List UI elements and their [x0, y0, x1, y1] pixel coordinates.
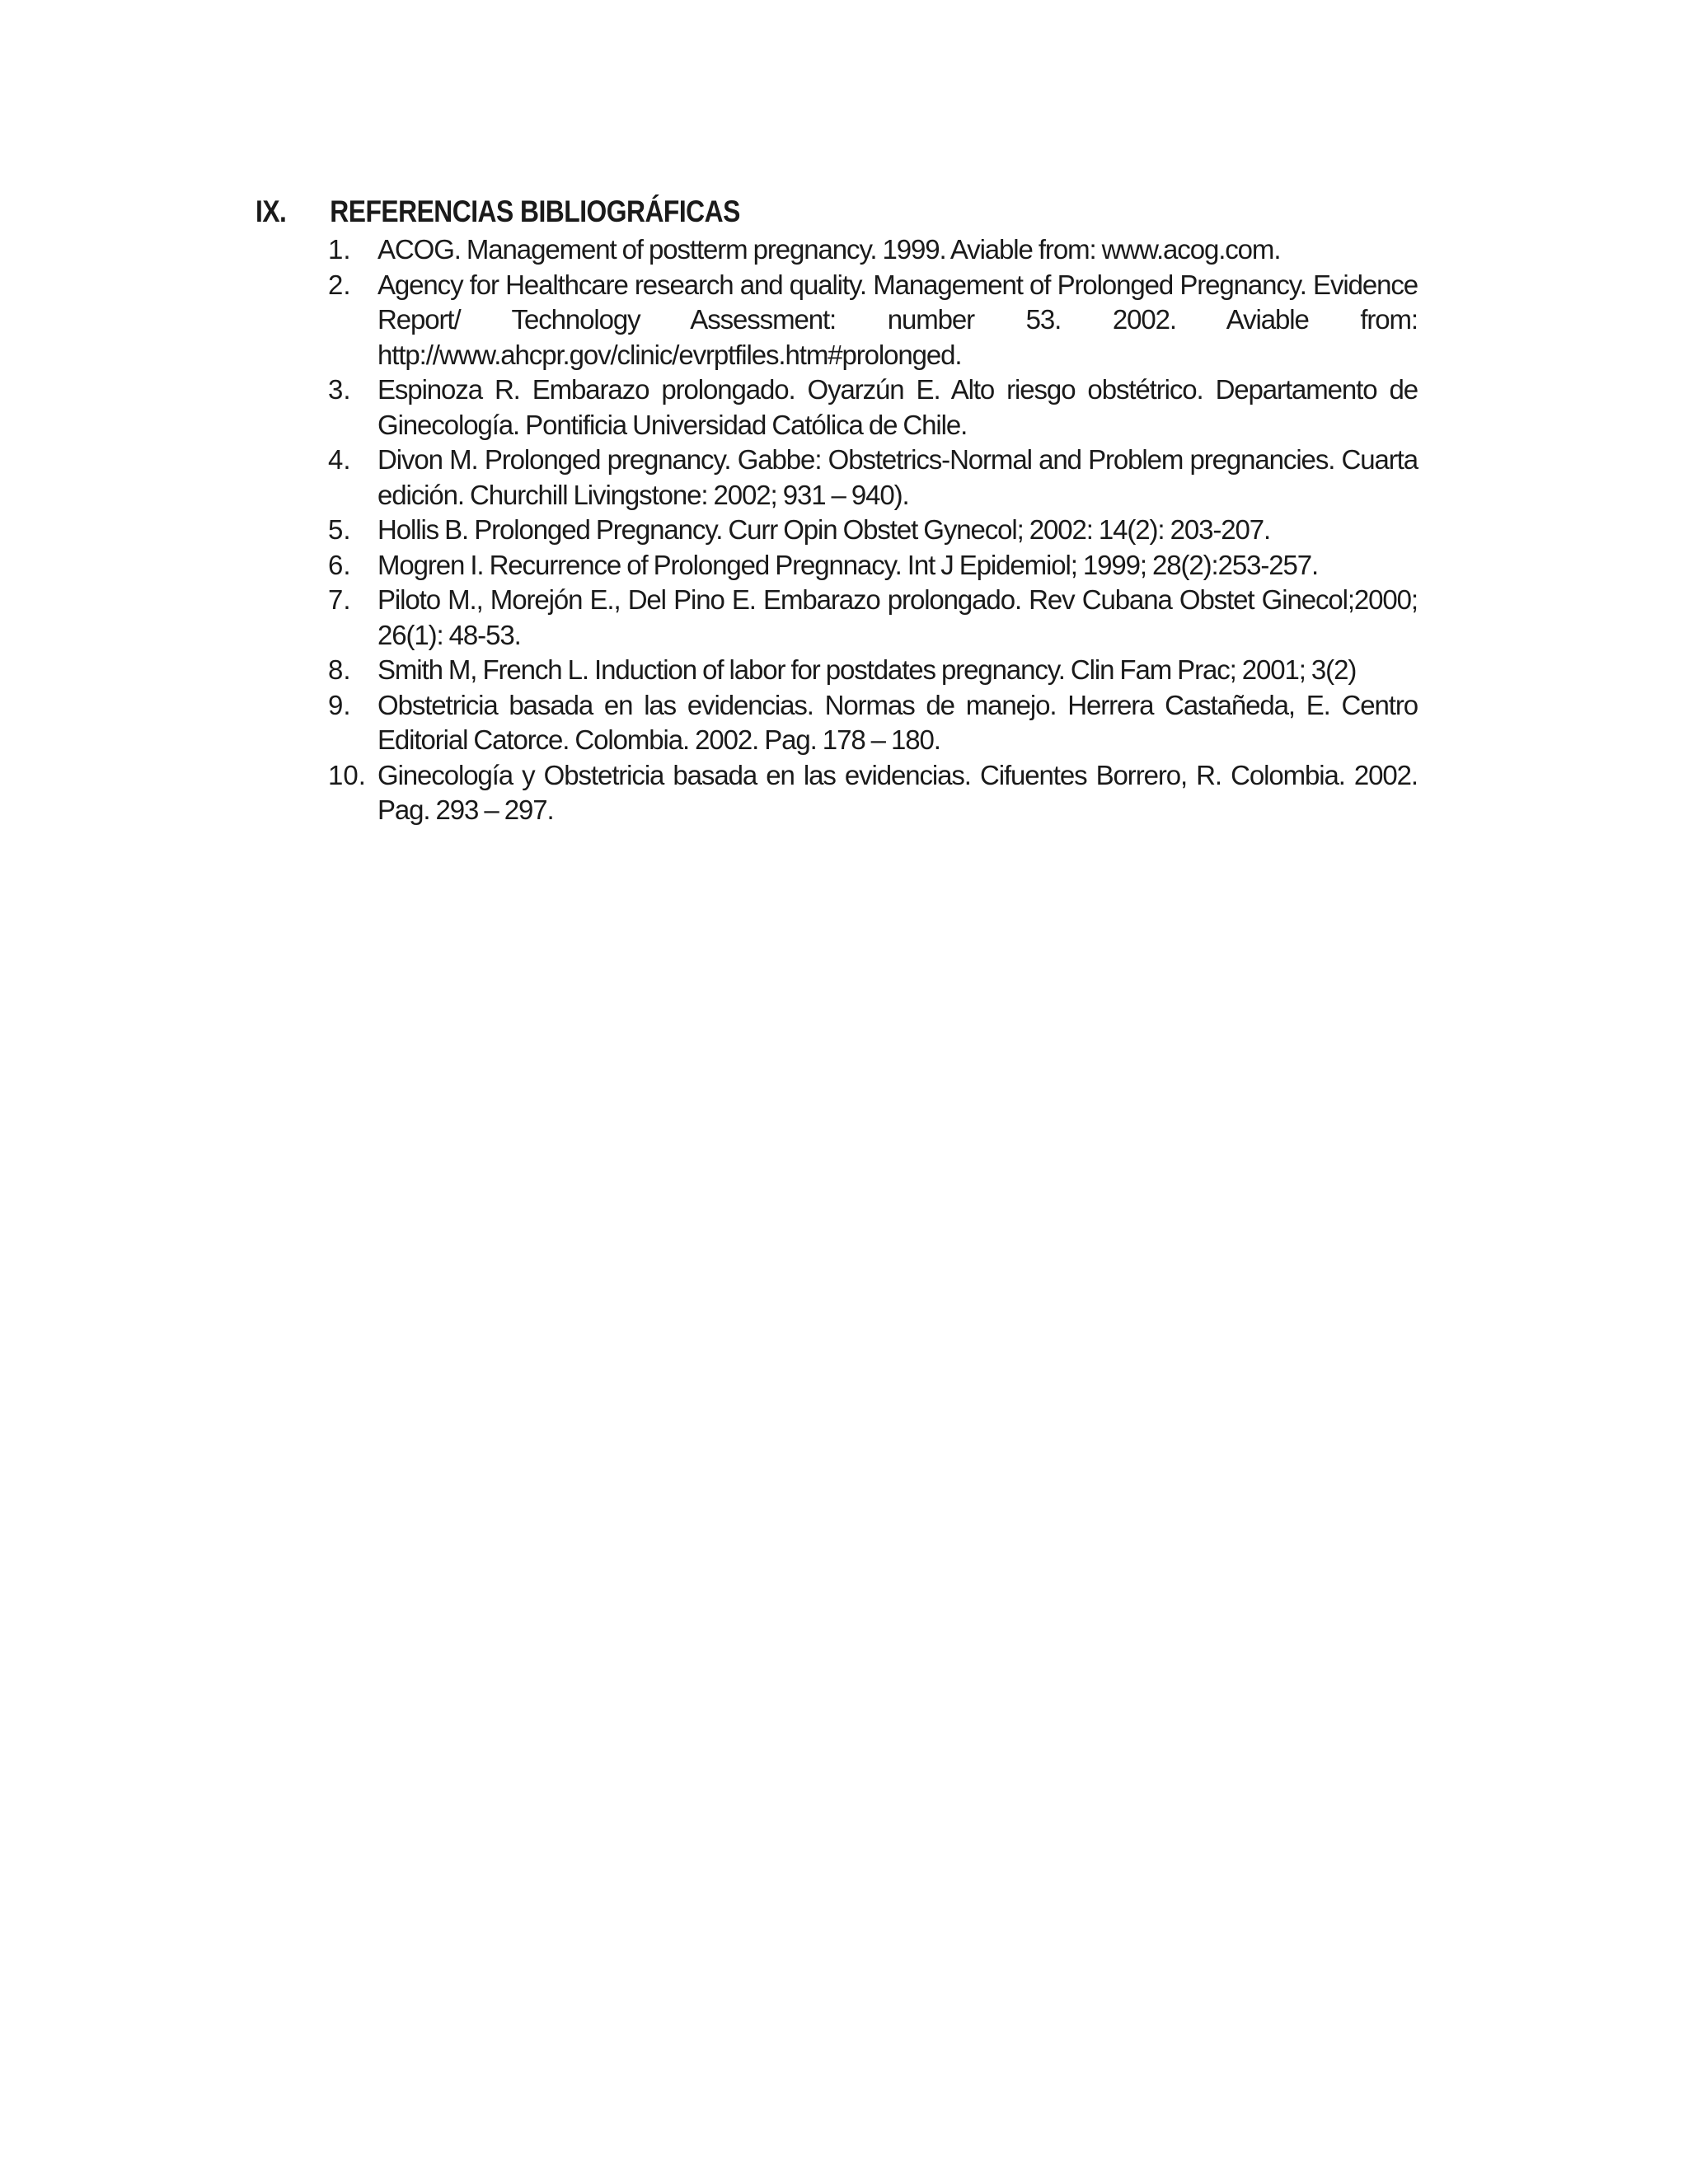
reference-item-1 [328, 232, 1418, 268]
reference-text: Obstetricia basada en las evidencias. Normas de manejo. Herrera Castañeda, E. Centro Editorial Catorce. Colombia. 2002. Pag. 178 – 180. [377, 689, 1418, 755]
reference-item-8 [328, 653, 1418, 688]
section-number: IX. [256, 194, 287, 228]
reference-number: 1. [328, 234, 351, 265]
reference-number: 10. [328, 759, 366, 790]
reference-text: Smith M, French L. Induction of labor for postdates pregnancy. Clin Fam Prac; 2001; 3(2) [377, 654, 1357, 685]
reference-number: 2. [328, 269, 351, 300]
reference-number: 4. [328, 444, 351, 475]
section-heading [256, 191, 1415, 232]
reference-text: Agency for Healthcare research and quality. Management of Prolonged Pregnancy. Evidence Report/ Technology Assessment: number 53. 2002. Aviable from: http://www.ahcpr.gov/clinic/evrptfiles.htm#prolonged. [377, 269, 1418, 370]
reference-number: 9. [328, 689, 351, 720]
reference-text: Piloto M., Morejón E., Del Pino E. Embarazo prolongado. Rev Cubana Obstet Ginecol;2000; 26(1): 48-53. [377, 584, 1418, 650]
section-title: REFERENCIAS BIBLIOGRÁFICAS [330, 194, 740, 228]
reference-text: Espinoza R. Embarazo prolongado. Oyarzún E. Alto riesgo obstétrico. Departamento de Ginecología. Pontificia Universidad Católica de Chile. [377, 374, 1418, 440]
reference-item-4 [328, 443, 1418, 513]
reference-item-3 [328, 373, 1418, 443]
reference-number: 6. [328, 549, 351, 580]
reference-text: Mogren I. Recurrence of Prolonged Pregnnacy. Int J Epidemiol; 1999; 28(2):253-257. [377, 549, 1319, 580]
reference-item-6 [328, 548, 1418, 583]
reference-number: 8. [328, 654, 351, 685]
reference-item-2 [328, 268, 1418, 373]
reference-text: ACOG. Management of postterm pregnancy. 1999. Aviable from: www.acog.com. [377, 234, 1281, 265]
reference-text: Divon M. Prolonged pregnancy. Gabbe: Obstetrics-Normal and Problem pregnancies. Cuarta edición. Churchill Livingstone: 2002; 931 – 940). [377, 444, 1418, 510]
reference-number: 7. [328, 584, 351, 615]
reference-list [256, 232, 1418, 828]
reference-number: 5. [328, 514, 351, 545]
references-section [256, 191, 1418, 828]
reference-item-5 [328, 513, 1418, 548]
reference-number: 3. [328, 374, 351, 405]
reference-item-10 [328, 758, 1418, 828]
reference-text: Hollis B. Prolonged Pregnancy. Curr Opin Obstet Gynecol; 2002: 14(2): 203-207. [377, 514, 1271, 545]
reference-item-9 [328, 688, 1418, 758]
reference-item-7 [328, 583, 1418, 653]
reference-text: Ginecología y Obstetricia basada en las evidencias. Cifuentes Borrero, R. Colombia. 2002. Pag. 293 – 297. [377, 759, 1418, 825]
